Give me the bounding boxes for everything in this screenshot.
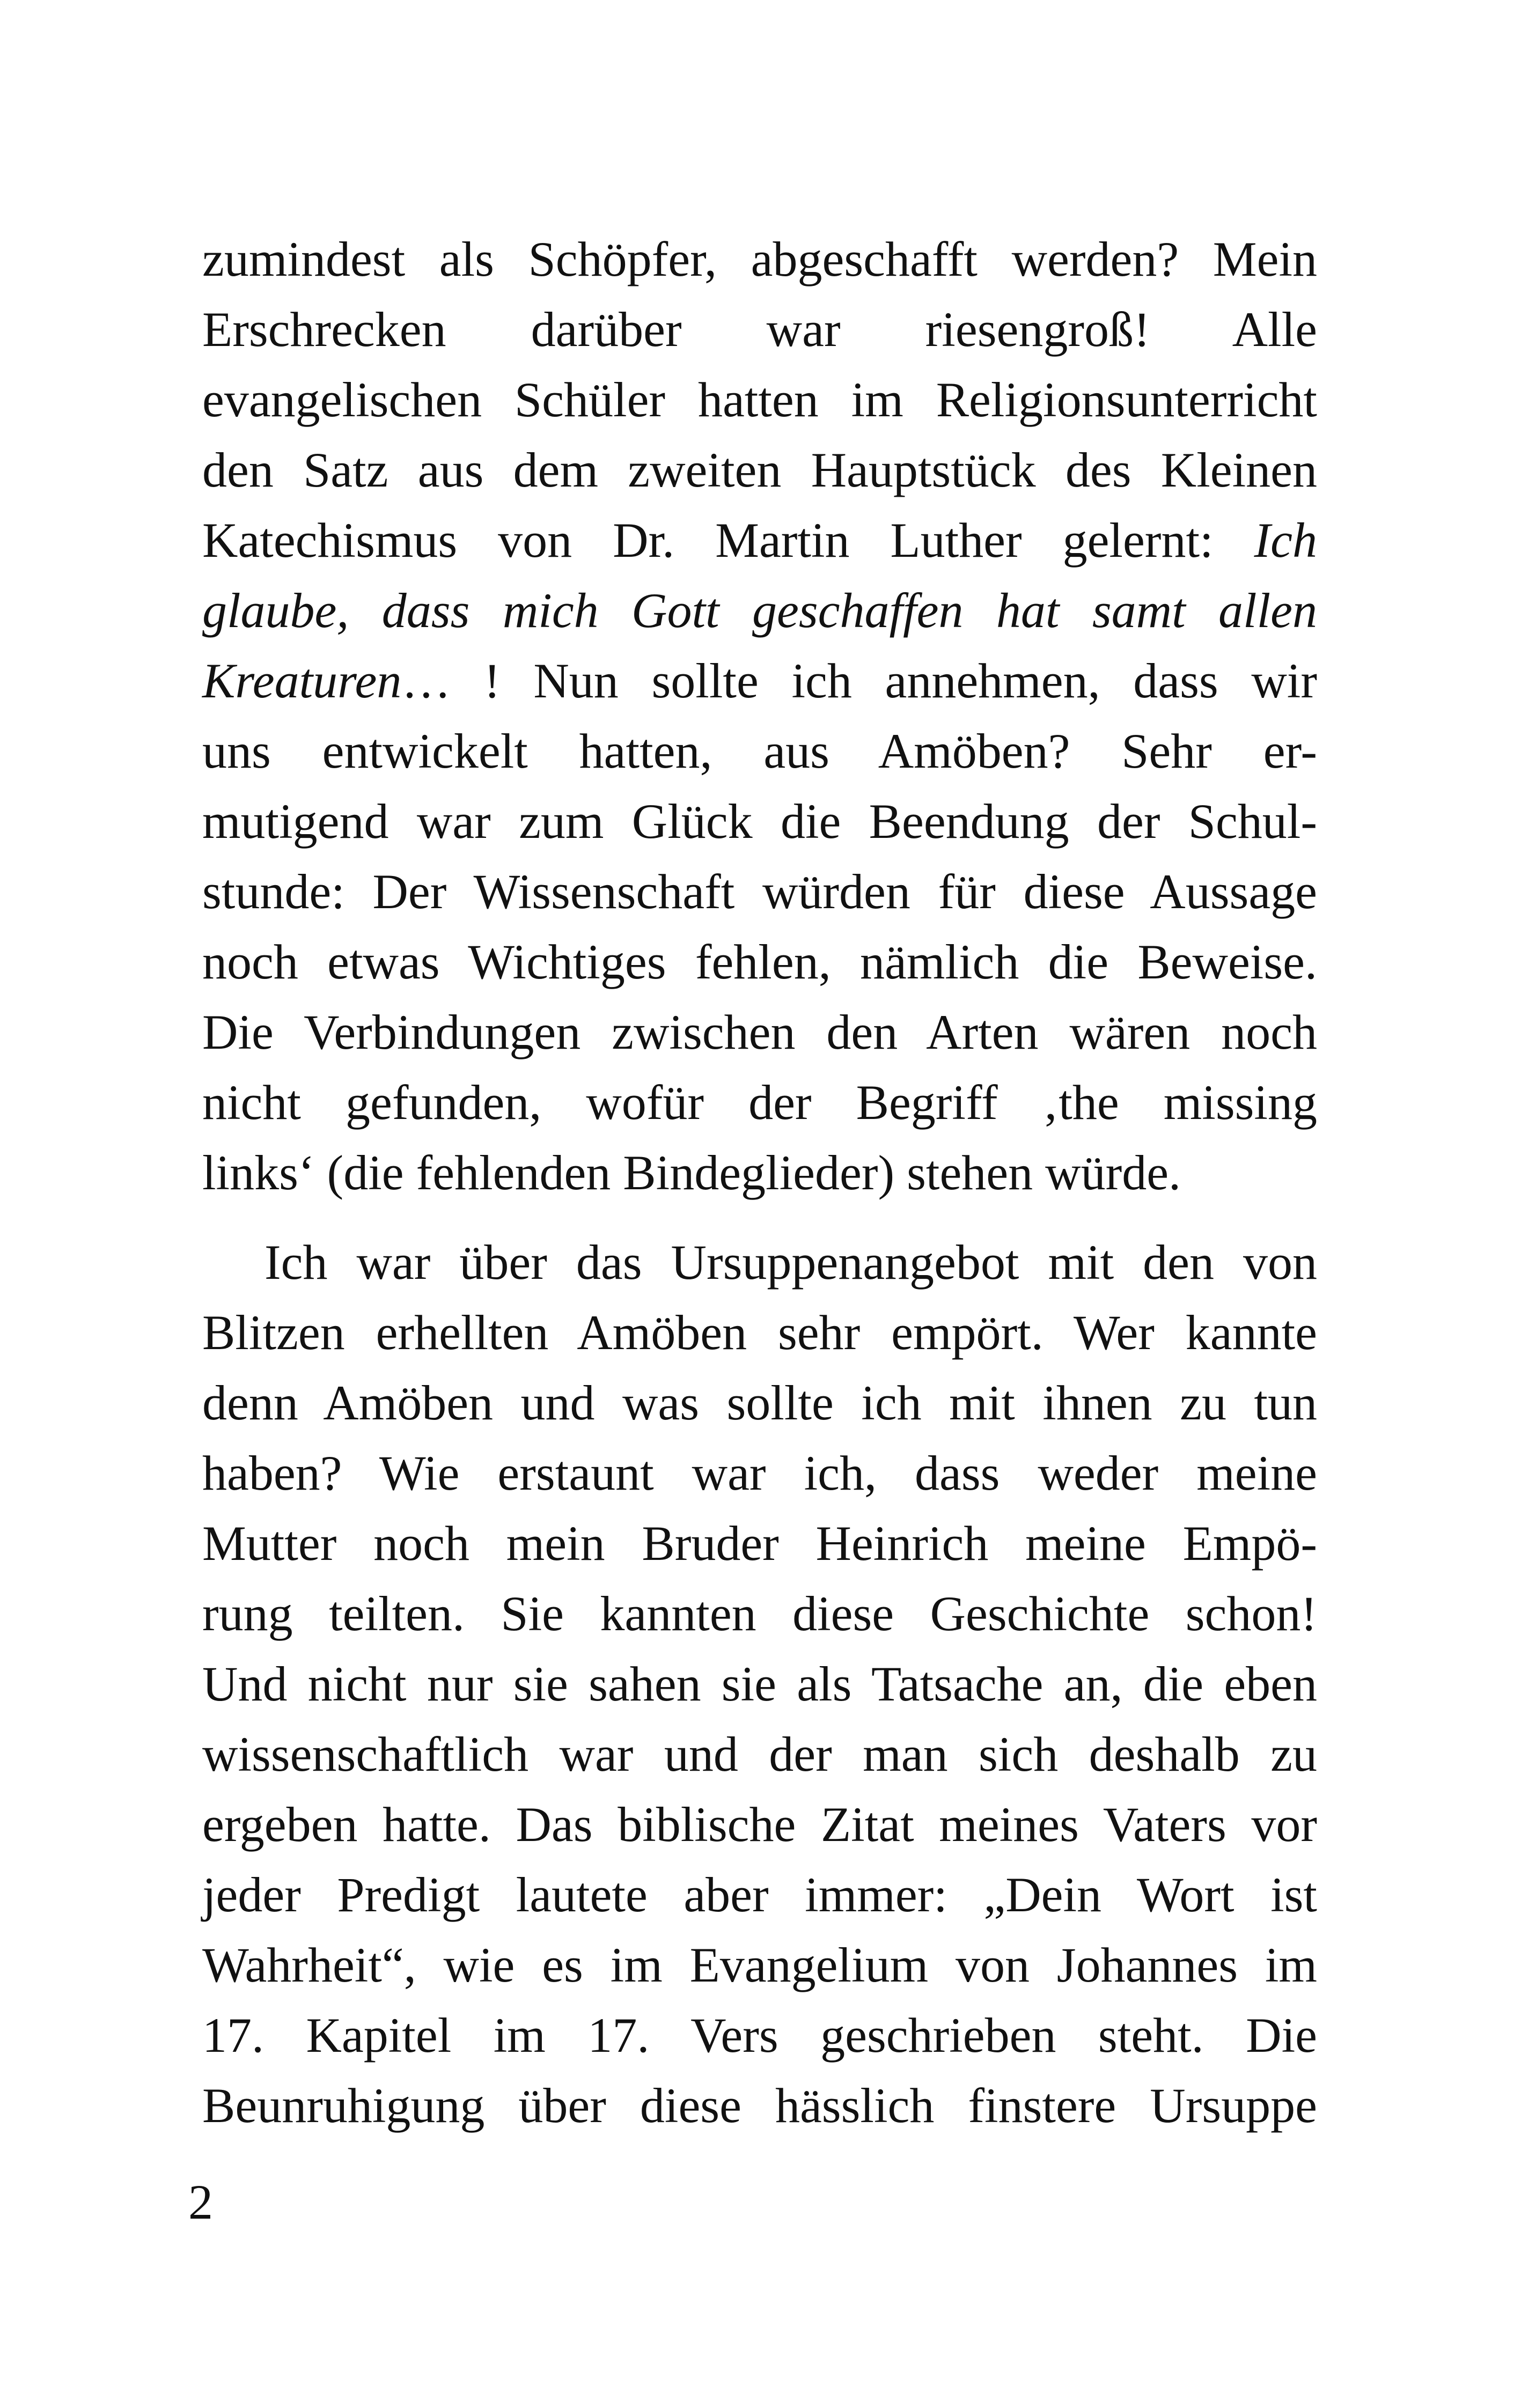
text-line (202, 224, 1317, 294)
text-line (202, 1930, 1317, 2000)
text-line (202, 786, 1317, 857)
paragraph (202, 1227, 1317, 2141)
text-segment: Ich war über das Ursuppenangebot mit den von (264, 1235, 1317, 1290)
paragraph (202, 224, 1317, 1208)
text-line (202, 365, 1317, 435)
text-segment: jeder Predigt lautete aber immer: „Dein Wort ist (202, 1867, 1317, 1922)
text-line (202, 1227, 1317, 1298)
text-segment: wissenschaftlich war und der man sich deshalb zu (202, 1727, 1317, 1781)
text-segment: nicht gefunden, wofür der Begriff ‚the missing (202, 1075, 1317, 1130)
text-line (202, 1138, 1317, 1208)
body-text (202, 224, 1317, 2141)
text-line (202, 1508, 1317, 1579)
text-line (202, 1790, 1317, 1860)
text-line (202, 927, 1317, 997)
text-line (202, 435, 1317, 505)
text-segment: uns entwickelt hatten, aus Amöben? Sehr er- (202, 724, 1317, 778)
text-segment: … ! Nun sollte ich annehmen, dass wir (401, 653, 1317, 708)
text-line (202, 1649, 1317, 1719)
text-segment: 17. Kapitel im 17. Vers geschrieben steht. Die (202, 2008, 1317, 2063)
text-line (202, 1298, 1317, 1368)
text-segment: stunde: Der Wissenschaft würden für diese Aussage (202, 864, 1317, 919)
italic-text: Kreaturen (202, 653, 402, 708)
text-segment: Und nicht nur sie sahen sie als Tatsache an, die eben (202, 1656, 1317, 1711)
text-segment: Wahrheit“, wie es im Evangelium von Johannes im (202, 1938, 1317, 1992)
italic-text: glaube, dass mich Gott geschaffen hat samt allen (202, 583, 1317, 638)
text-segment: Blitzen erhellten Amöben sehr empört. Wer kannte (202, 1305, 1317, 1360)
text-segment: den Satz aus dem zweiten Hauptstück des Kleinen (202, 443, 1317, 497)
text-line (202, 294, 1317, 365)
text-line (202, 716, 1317, 786)
text-segment: zumindest als Schöpfer, abgeschafft werden? Mein (202, 232, 1317, 286)
text-line (202, 2071, 1317, 2141)
text-segment: denn Amöben und was sollte ich mit ihnen zu tun (202, 1375, 1317, 1430)
text-line (202, 1579, 1317, 1649)
text-line (202, 857, 1317, 927)
text-segment: evangelischen Schüler hatten im Religionsunterricht (202, 372, 1317, 427)
text-segment: links‘ (die fehlenden Bindeglieder) stehen würde. (202, 1145, 1181, 1200)
page-number: 2 (188, 2175, 213, 2229)
text-line (202, 1368, 1317, 1438)
text-line (202, 2000, 1317, 2071)
text-segment: mutigend war zum Glück die Beendung der Schul- (202, 794, 1317, 849)
text-segment: Beunruhigung über diese hässlich finstere Ursuppe (202, 2078, 1317, 2133)
text-segment: Katechismus von Dr. Martin Luther gelernt: (202, 513, 1254, 568)
text-line (202, 646, 1317, 716)
text-segment: noch etwas Wichtiges fehlen, nämlich die Beweise. (202, 934, 1317, 989)
text-segment: rung teilten. Sie kannten diese Geschichte schon! (202, 1586, 1317, 1641)
text-line (202, 1067, 1317, 1138)
text-segment: Erschrecken darüber war riesengroß! Alle (202, 302, 1317, 357)
italic-text: Ich (1254, 513, 1317, 568)
text-segment: Mutter noch mein Bruder Heinrich meine Empö- (202, 1516, 1317, 1571)
text-line (202, 505, 1317, 576)
text-segment: Die Verbindungen zwischen den Arten wären noch (202, 1005, 1317, 1059)
text-line (202, 576, 1317, 646)
text-line (202, 1438, 1317, 1508)
text-segment: ergeben hatte. Das biblische Zitat meines Vaters vor (202, 1797, 1317, 1852)
text-line (202, 997, 1317, 1067)
text-line (202, 1719, 1317, 1790)
text-segment: haben? Wie erstaunt war ich, dass weder meine (202, 1446, 1317, 1500)
text-line (202, 1860, 1317, 1930)
